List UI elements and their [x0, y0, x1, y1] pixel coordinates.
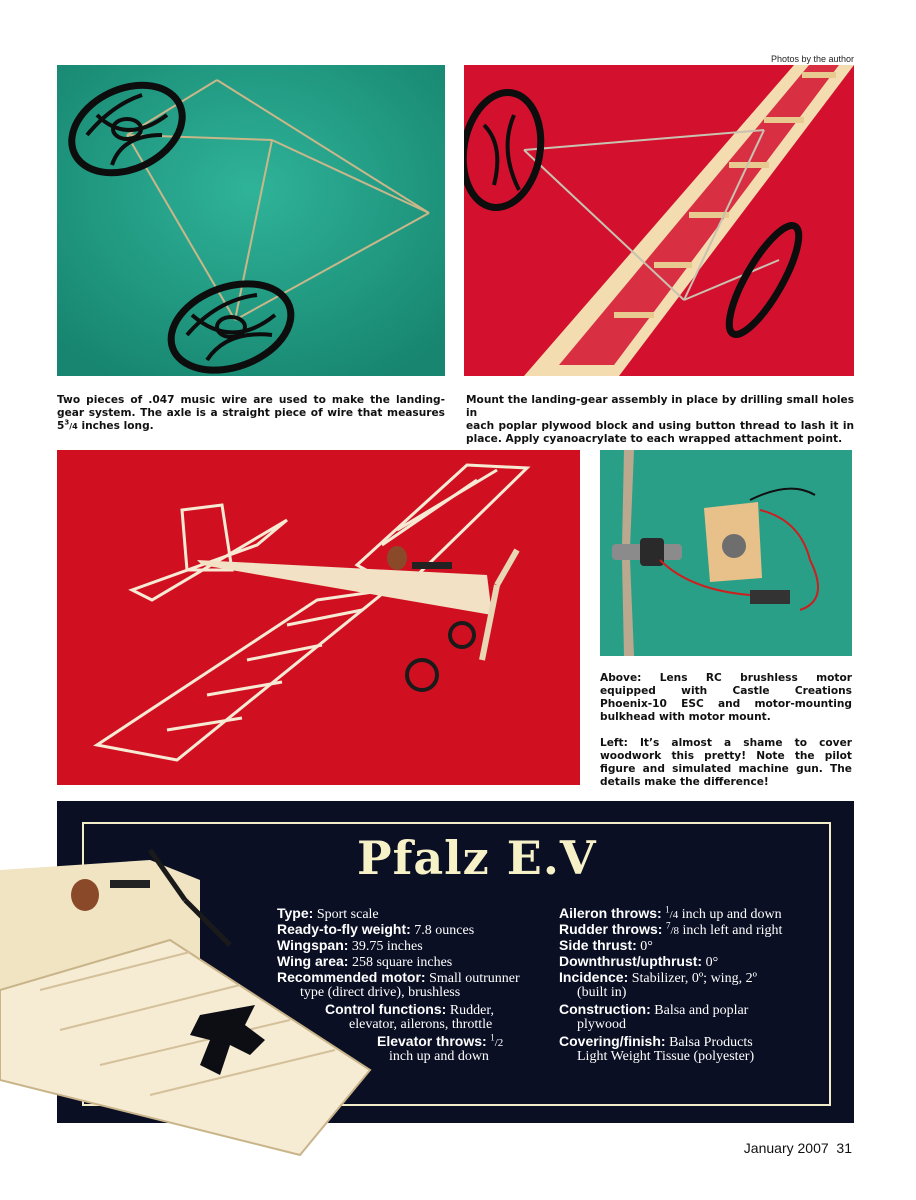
spec-type: Type: Sport scale [277, 905, 379, 922]
spec-wingspan: Wingspan: 39.75 inches [277, 937, 423, 954]
spec-downthrust: Downthrust/upthrust: 0° [559, 953, 719, 970]
spec-elevator-throws: Elevator throws: $^1$/2 [377, 1032, 504, 1049]
photo-landing-gear-wire [57, 65, 445, 376]
spec-elevator-cont: inch up and down [389, 1049, 489, 1064]
machine-gun [110, 880, 150, 888]
pilot-figure [387, 546, 407, 570]
spec-construction-cont: plywood [577, 1017, 626, 1032]
esc-icon [750, 590, 790, 604]
spec-motor: Recommended motor: Small outrunner [277, 969, 520, 986]
spec-covering-cont: Light Weight Tissue (polyester) [577, 1049, 755, 1064]
photo-credit: Photos by the author [770, 54, 854, 64]
issue-date: January 2007 [743, 1140, 829, 1156]
caption-airframe: Left: It’s almost a shame to cover woodwork this pretty! Note the pilot figure and simulated machine gun. The details make the difference! [600, 737, 852, 788]
page-number: 31 [836, 1140, 852, 1156]
spec-motor-cont: type (direct drive), brushless [300, 985, 461, 1000]
spec-control-functions: Control functions: Rudder, [325, 1001, 494, 1018]
spec-rtf-weight: Ready-to-fly weight: 7.8 ounces [277, 921, 475, 938]
photo-airframe [57, 450, 580, 785]
photo-landing-gear-mount [464, 65, 854, 376]
spec-construction: Construction: Balsa and poplar [559, 1001, 749, 1018]
caption-motor: Above: Lens RC brushless motor equipped with Castle Creations Phoenix-10 ESC and motor-mounting bulkhead with motor mount. [600, 672, 852, 723]
spec-incidence-cont: (built in) [577, 985, 627, 1000]
spec-aileron-throws: Aileron throws: $^1$/4 inch up and down [559, 904, 782, 922]
spec-incidence: Incidence: Stabilizer, 0º; wing, 2º [559, 969, 757, 986]
spec-side-thrust: Side thrust: 0° [559, 937, 653, 954]
page-footer [744, 1140, 852, 1156]
spec-wing-area: Wing area: 258 square inches [277, 953, 453, 970]
caption-landing-gear-wire: Two pieces of .047 music wire are used to make the landing- gear system. The axle is a straight piece of wire that measures $5^3/4$ inches long. [57, 394, 445, 432]
spec-control-cont: elevator, ailerons, throttle [349, 1017, 493, 1032]
aircraft-cutout-image [0, 840, 375, 1160]
caption-landing-gear-mount: Mount the landing-gear assembly in place by drilling small holes in each poplar plywood block and using button thread to lash it in place. Apply cyanoacrylate to each wrapped attachment point. [466, 394, 854, 445]
photo-motor [600, 450, 852, 656]
spec-title: Pfalz E.V [357, 831, 597, 885]
spec-covering: Covering/finish: Balsa Products [559, 1033, 753, 1050]
spec-rudder-throws: Rudder throws: $^7$/8 inch left and right [559, 920, 783, 938]
pilot-figure [71, 879, 99, 911]
machine-gun [412, 562, 452, 569]
